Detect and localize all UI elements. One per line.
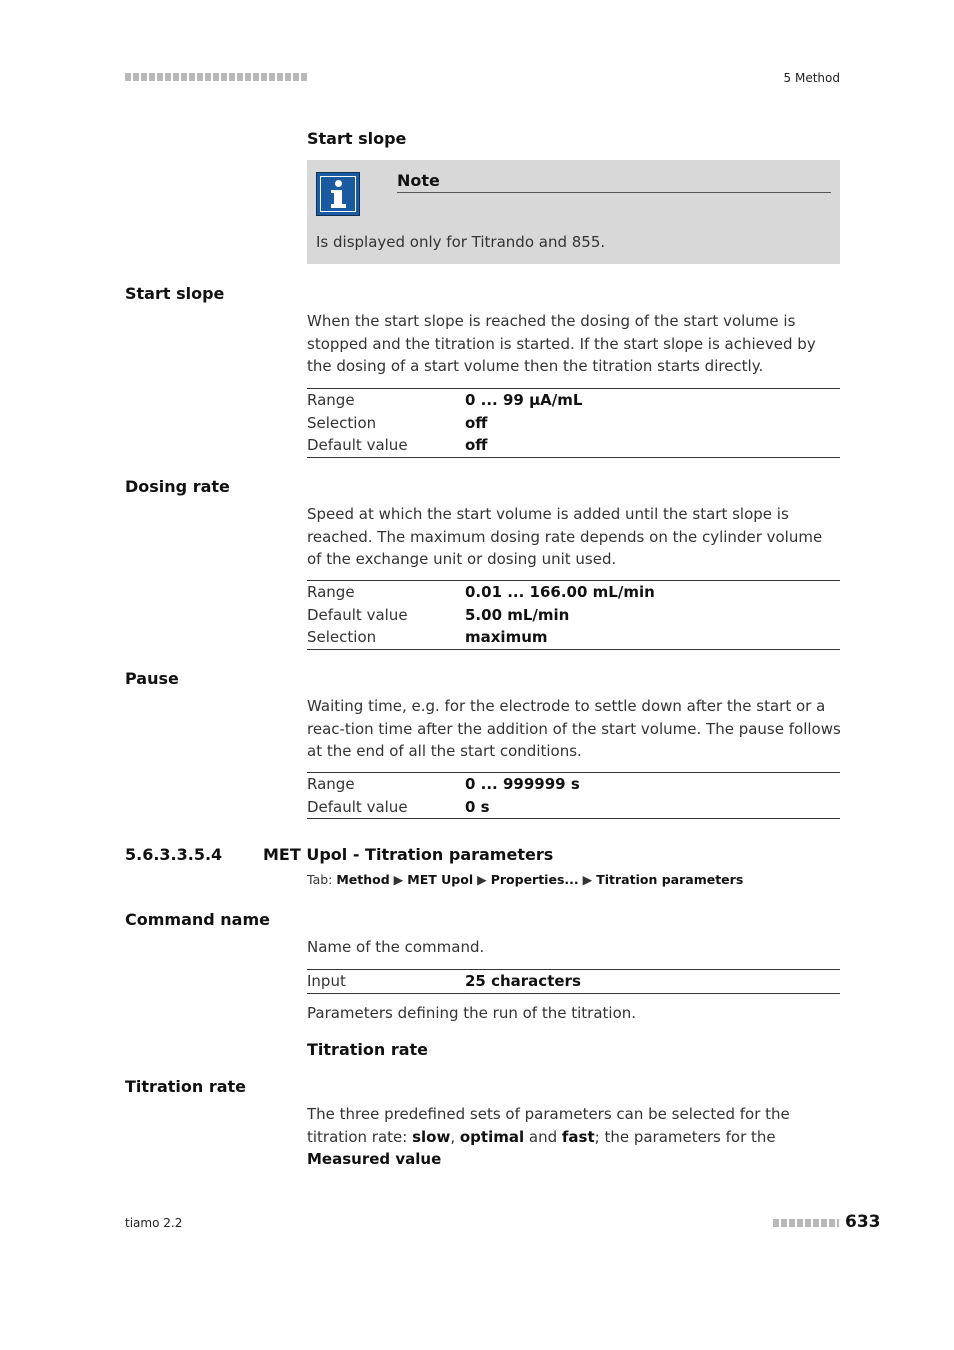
param-key: Selection (307, 413, 377, 432)
param-key: Range (307, 583, 355, 601)
option-optimal: optimal (459, 1127, 525, 1146)
table-row (307, 389, 840, 412)
option-slow: slow (412, 1127, 451, 1146)
param-key: Default value (307, 605, 408, 624)
tab-path (307, 872, 743, 887)
pause-description: Waiting time, e.g. for the electrode to settle down after the start or a reac-tion time after the addition of the start volume. The pause follows at the end of all the start conditions. (307, 697, 841, 760)
start-slope-description: When the start slope is reached the dosing of the start volume is stopped and the titration is started. If the start slope is achieved by the dosing of a start volume then the titration starts directly. (307, 312, 816, 375)
table-row (307, 581, 840, 604)
section-title: MET Upol - Titration parameters (263, 845, 554, 864)
param-value: 0 ... 999999 s (465, 775, 580, 793)
param-value: 0 s (465, 797, 490, 816)
note-box (307, 160, 840, 264)
table-row (307, 626, 840, 649)
param-value: maximum (465, 628, 548, 646)
tab-path-item: Titration parameters (596, 872, 744, 887)
tab-path-item: Properties... (490, 872, 579, 887)
label-start-slope: Start slope (125, 284, 225, 303)
header-section-title: 5 Method (783, 71, 840, 85)
table-row (307, 434, 840, 457)
table-row (307, 604, 840, 627)
text: , (450, 1127, 460, 1146)
param-key: Default value (307, 436, 408, 454)
measured-value-term: Measured value (307, 1150, 442, 1168)
subheading-start-slope: Start slope (307, 129, 407, 148)
arrow-right-icon: ▶ (477, 872, 487, 887)
param-value: 25 characters (465, 972, 581, 990)
tab-prefix: Tab: (307, 872, 337, 887)
footer-decoration (773, 1219, 839, 1227)
param-value: 5.00 mL/min (465, 605, 570, 624)
param-key: Default value (307, 797, 408, 816)
text: The three predefined sets of parameters can be selected for the titration rate: (307, 1105, 790, 1146)
note-divider (397, 192, 831, 193)
label-command-name: Command name (125, 910, 270, 929)
titration-rate-description (307, 1103, 841, 1171)
param-value: 0.01 ... 166.00 mL/min (465, 583, 655, 601)
tab-path-item: Method (336, 872, 390, 887)
table-row (307, 773, 840, 796)
table-row (307, 970, 840, 994)
option-fast: fast (561, 1127, 595, 1146)
label-dosing-rate: Dosing rate (125, 477, 230, 496)
dosing-rate-description: Speed at which the start volume is added until the start slope is reached. The maximum dosing rate depends on the cylinder volume of the exchange unit or dosing unit used. (307, 505, 823, 568)
param-key: Input (307, 972, 346, 990)
pause-table (307, 772, 840, 819)
footer-product: tiamo 2.2 (125, 1216, 183, 1230)
param-key: Selection (307, 628, 377, 646)
subheading-titration-rate: Titration rate (307, 1040, 429, 1059)
text: ; the parameters for the (594, 1127, 776, 1146)
info-icon (316, 172, 360, 216)
param-value: off (465, 436, 488, 454)
note-title: Note (397, 171, 440, 190)
header-decoration (125, 73, 307, 81)
label-titration-rate: Titration rate (125, 1077, 247, 1096)
start-slope-table (307, 388, 840, 458)
label-pause: Pause (125, 669, 179, 688)
arrow-right-icon: ▶ (582, 872, 593, 887)
dosing-rate-table (307, 580, 840, 650)
param-key: Range (307, 391, 355, 409)
command-name-description: Name of the command. (307, 938, 485, 956)
tab-path-item: MET Upol (407, 872, 474, 887)
param-value: off (465, 413, 488, 432)
page-number: 633 (845, 1212, 881, 1232)
text: and (524, 1127, 562, 1146)
note-text: Is displayed only for Titrando and 855. (316, 233, 606, 251)
param-value: 0 ... 99 µA/mL (465, 391, 583, 409)
param-key: Range (307, 775, 355, 793)
command-name-table (307, 969, 840, 994)
section-number: 5.6.3.3.5.4 (125, 845, 223, 864)
table-row (307, 796, 840, 819)
arrow-right-icon: ▶ (393, 872, 404, 887)
run-description: Parameters defining the run of the titration. (307, 1004, 637, 1022)
table-row (307, 412, 840, 435)
